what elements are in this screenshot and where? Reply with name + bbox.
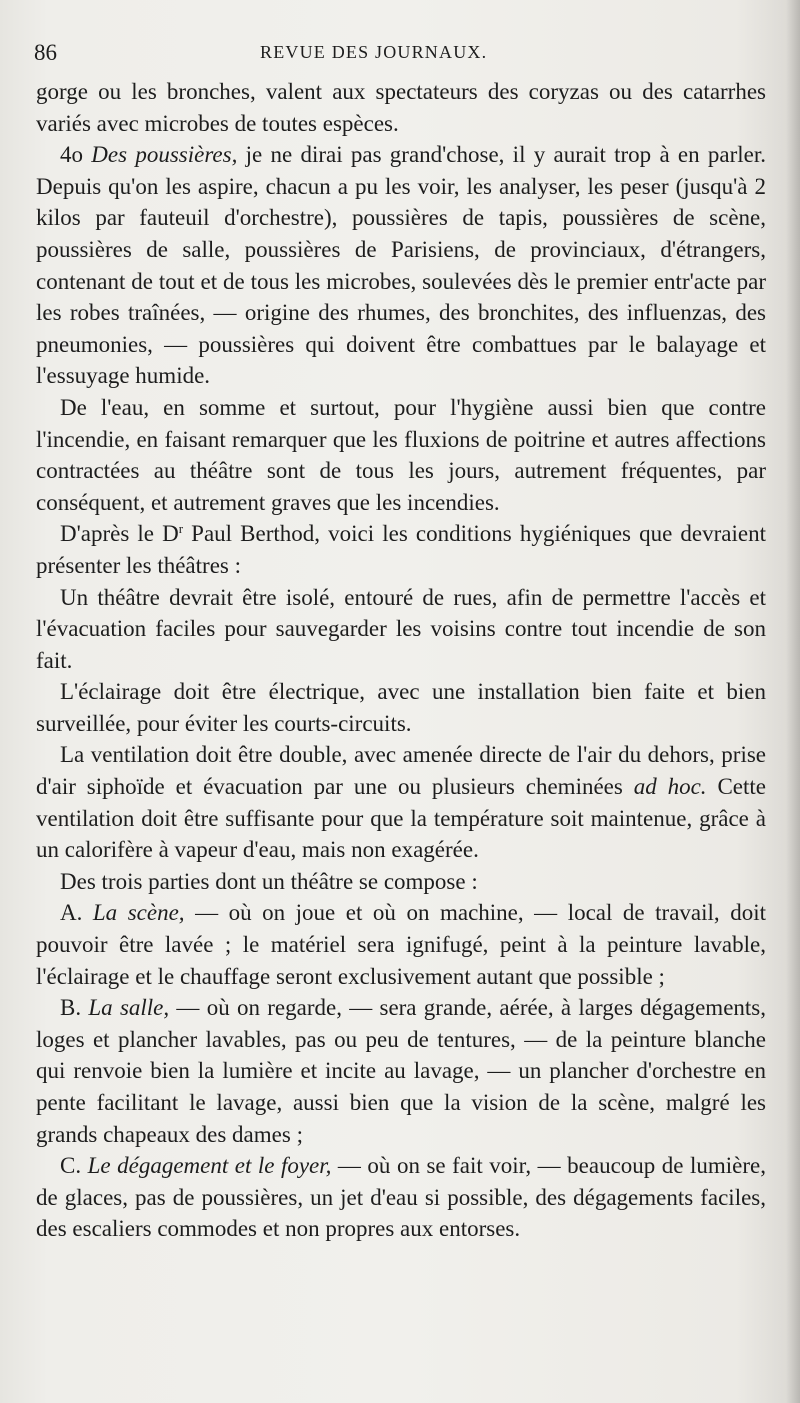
article-body (36, 76, 766, 1245)
paragraph-ventilation: La ventilation doit être double, avec amenée directe de l'air du dehors, prise d'air siphoïde et évacuation par une ou plusieurs cheminées ad hoc. Cette ventilation doit être suffisante pour que la température soit maintenue, grâce à un calorifère à vapeur d'eau, mais non exagérée. (36, 742, 766, 863)
page-header (34, 40, 760, 74)
page-number: 86 (34, 40, 57, 65)
paragraph-foyer: C. Le dégagement et le foyer, — où on se fait voir, — beaucoup de lumière, de glaces, pas de poussières, un jet d'eau si possible, des dégagements faciles, des escaliers commodes et non propres aux entorses. (36, 1153, 767, 1242)
paragraph-lighting: L'éclairage doit être électrique, avec une installation bien faite et bien surveillée, pour éviter les courts-circuits. (36, 679, 766, 736)
paragraph-continuation: gorge ou les bronches, valent aux spectateurs des coryzas ou des catarrhes variés avec microbes de toutes espèces. (36, 79, 766, 136)
paragraph-salle: B. La salle, — où on regarde, — sera grande, aérée, à larges dégagements, loges et plancher lavables, pas ou peu de tentures, — de la peinture blanche qui renvoie bien la lumière et incite au lavage, — un plancher d'orchestre en pente facilitant le lavage, aussi bien que la vision de la scène, malgré les grands chapeaux des dames ; (36, 995, 766, 1147)
page-edge-shadow (786, 0, 800, 1403)
paragraph-isolation: Un théâtre devrait être isolé, entouré de rues, afin de permettre l'accès et l'évacuation faciles pour sauvegarder les voisins contre tout incendie de son fait. (36, 584, 766, 673)
paragraph-three-parts: Des trois parties dont un théâtre se compose : (60, 868, 478, 894)
paragraph-scene: A. La scène, — où on joue et où on machine, — local de travail, doit pouvoir être lavée ; le matériel sera ignifugé, peint à la peinture lavable, l'éclairage et le chauffage seront exclusivement autant que possible ; (36, 900, 766, 989)
paragraph-water: De l'eau, en somme et surtout, pour l'hygiène aussi bien que contre l'incendie, en faisant remarquer que les fluxions de poitrine et autres affections contractées au théâtre sont de tous les jours, autrement fréquentes, par conséquent, et autrement graves que les incendies. (36, 394, 766, 515)
running-title: REVUE DES JOURNAUX. (260, 42, 488, 62)
paragraph-berthod: D'après le $D^r$ Paul Berthod, voici les conditions hygiéniques que devraient présenter les théâtres : (36, 521, 766, 578)
paragraph-dust: 4o Des poussières, je ne dirai pas grand'chose, il y aurait trop à en parler. Depuis qu'on les aspire, chacun a pu les voir, les analyser, les peser (jusqu'à 2 kilos par fauteuil d'orchestre), poussières de tapis, poussières de scène, poussières de salle, poussières de Parisiens, de provinciaux, d'étrangers, contenant de tout et de tous les microbes, soulevées dès le premier entr'acte par les robes traînées, — origine des rhumes, des bronchites, des influenzas, des pneumonies, — poussières qui doivent être combattues par le balayage et l'essuyage humide. (36, 142, 767, 389)
